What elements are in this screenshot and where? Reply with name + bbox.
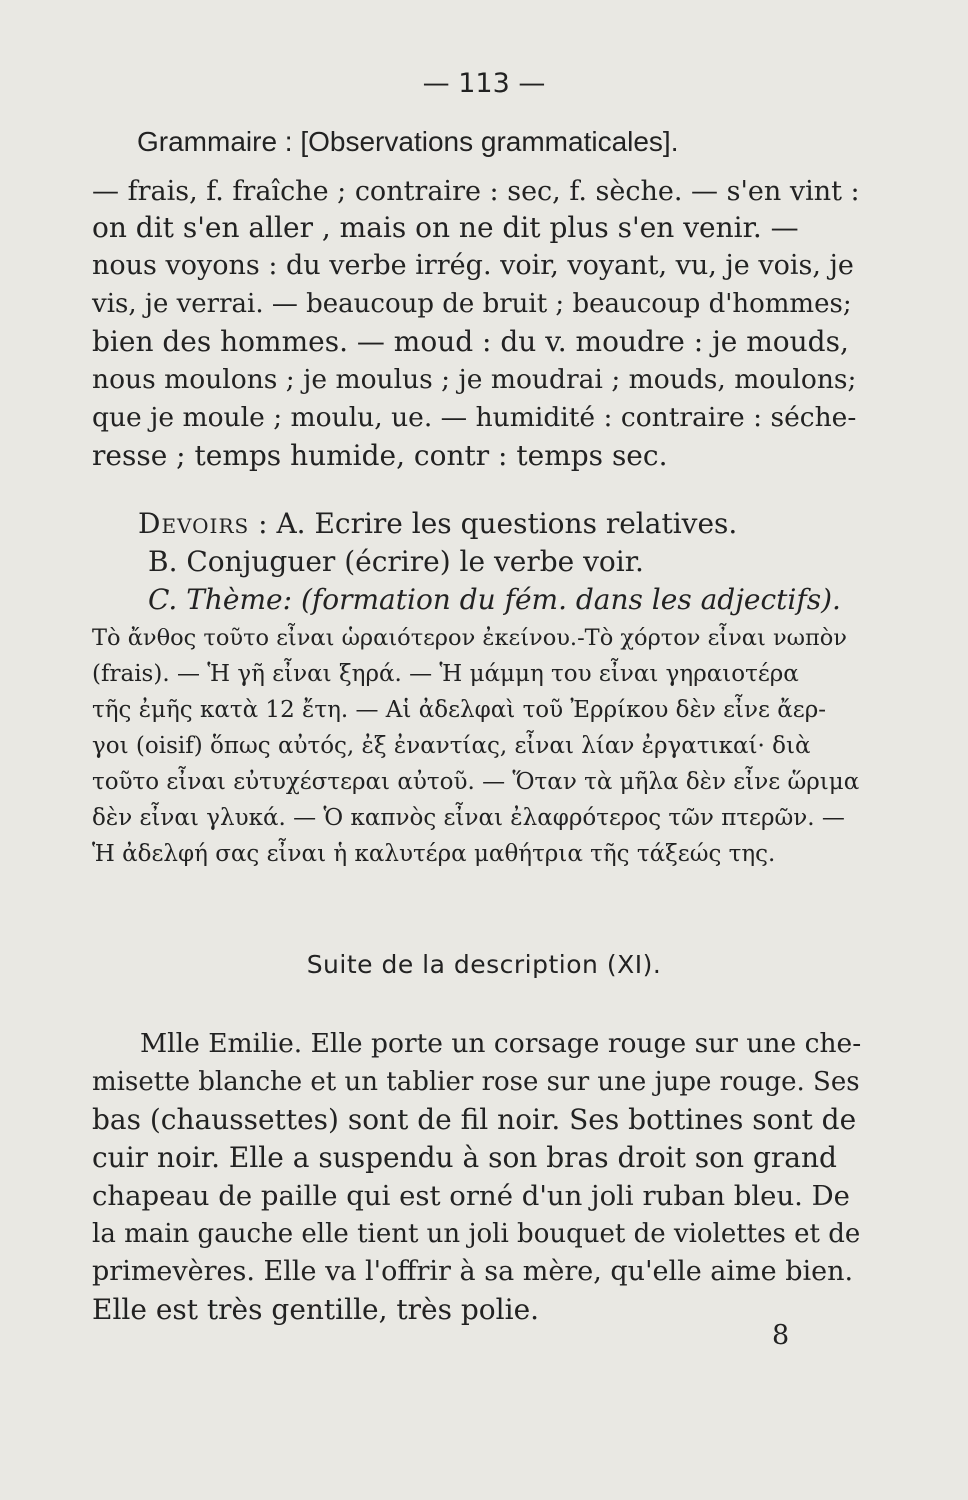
grammar-line-8: que je moule ; moulu, ue. — humidité : contraire : séche-	[92, 402, 857, 433]
devoirs-b: B. Conjuguer (écrire) le verbe voir.	[148, 545, 644, 578]
grammar-line-7: nous moulons ; je moulus ; je moudrai ; mouds, moulons;	[92, 364, 857, 395]
desc-line-1: Mlle Emilie. Elle porte un corsage rouge sur une che-	[140, 1028, 862, 1059]
greek-line-4: γοι (oisif) ὅπως αὐτός, ἐξ ἐναντίας, εἶναι λίαν ἐργατικαί· διὰ	[92, 733, 811, 759]
folio-number: 8	[772, 1320, 790, 1351]
greek-line-7: Ἡ ἀδελφή σας εἶναι ἡ καλυτέρα μαθήτρια τῆς τάξεώς της.	[92, 841, 776, 867]
greek-line-3: τῆς ἐμῆς κατὰ 12 ἔτη. — Αἱ ἀδελφαὶ τοῦ Ἐρρίκου δὲν εἶνε ἄερ-	[92, 697, 826, 723]
grammar-line-4: nous voyons : du verbe irrég. voir, voyant, vu, je vois, je	[92, 250, 854, 281]
desc-line-7: primevères. Elle va l'offrir à sa mère, qu'elle aime bien.	[92, 1256, 854, 1287]
devoirs-c: C. Thème: (formation du fém. dans les adjectifs).	[148, 583, 841, 616]
desc-line-2: misette blanche et un tablier rose sur une jupe rouge. Ses	[92, 1067, 860, 1097]
page-number: — 113 —	[422, 68, 546, 99]
greek-line-2: (frais). — Ἡ γῆ εἶναι ξηρά. — Ἡ μάμμη του εἶναι γηραιοτέρα	[92, 661, 799, 687]
grammar-line-6: bien des hommes. — moud : du v. moudre : je mouds,	[92, 325, 849, 358]
devoirs-label: Devoirs	[138, 507, 250, 540]
devoirs-line-a: Devoirs : A. Ecrire les questions relatives.	[138, 507, 738, 540]
greek-line-5: τοῦτο εἶναι εὐτυχέστεραι αὐτοῦ. — Ὅταν τὰ μῆλα δὲν εἶνε ὥριμα	[92, 769, 860, 795]
desc-line-3: bas (chaussettes) sont de fil noir. Ses bottines sont de	[92, 1103, 857, 1136]
grammar-line-9: resse ; temps humide, contr : temps sec.	[92, 439, 668, 472]
grammar-line-1: Grammaire : [Observations grammaticales].	[137, 126, 679, 157]
desc-line-4: cuir noir. Elle a suspendu à son bras droit son grand	[92, 1141, 837, 1174]
desc-line-5: chapeau de paille qui est orné d'un joli ruban bleu. De	[92, 1180, 850, 1212]
grammar-line-5: vis, je verrai. — beaucoup de bruit ; beaucoup d'hommes;	[92, 289, 852, 319]
grammar-heading-line	[137, 126, 857, 158]
greek-line-1: Τὸ ἄνθος τοῦτο εἶναι ὡραιότερον ἐκείνου.-Τὸ χόρτον εἶναι νωπὸν	[92, 625, 847, 651]
devoirs-a: A. Ecrire les questions relatives.	[276, 507, 738, 540]
greek-line-6: δὲν εἶναι γλυκά. — Ὁ καπνὸς εἶναι ἐλαφρότερος τῶν πτερῶν. —	[92, 805, 845, 831]
grammar-line-3: on dit s'en aller , mais on ne dit plus s'en venir. —	[92, 211, 799, 244]
grammar-line-2: — frais, f. fraîche ; contraire : sec, f. sèche. — s'en vint :	[92, 176, 860, 207]
desc-line-8: Elle est très gentille, très polie.	[92, 1293, 540, 1326]
desc-line-6: la main gauche elle tient un joli bouquet de violettes et de	[92, 1219, 861, 1249]
section-heading: Suite de la description (XI).	[306, 950, 662, 979]
